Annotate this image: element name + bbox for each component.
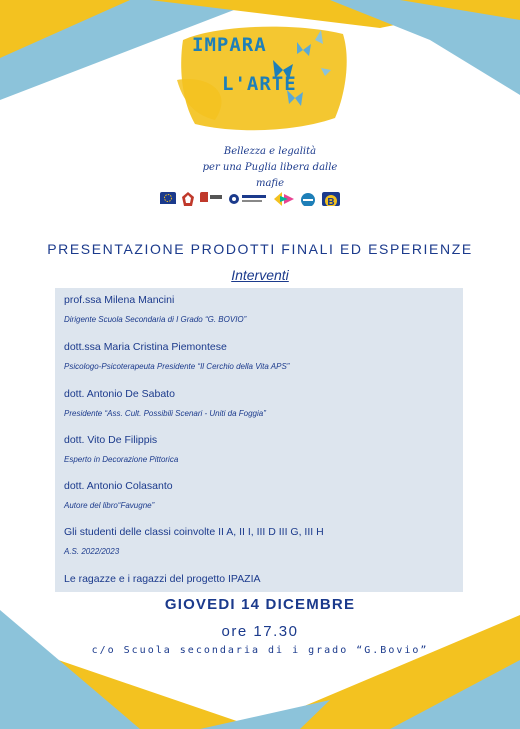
speaker-role: Dirigente Scuola Secondaria di I Grado “G. BOVIO”: [64, 315, 247, 324]
speaker-role: Esperto in Decorazione Pittorica: [64, 455, 179, 464]
italy-emblem-icon: [182, 192, 194, 206]
page-title: PRESENTAZIONE PRODOTTI FINALI ED ESPERIENZE: [47, 241, 473, 257]
speaker-item: [64, 341, 289, 371]
tagline-line2: per una Puglia libera dalle mafie: [202, 162, 338, 189]
speaker-role: A.S. 2022/2023: [64, 547, 120, 556]
speaker-name: dott. Antonio Colasanto: [64, 480, 173, 492]
speaker-item: [64, 526, 324, 556]
speaker-role: Psicologo-Psicoterapeuta Presidente “Il Cerchio della Vita APS”: [64, 362, 290, 371]
b-logo-icon: [322, 192, 340, 206]
colorful-logo-icon: [274, 192, 294, 206]
speaker-role: Autore del libro“Favugne”: [64, 501, 155, 510]
speaker-name: prof.ssa Milena Mancini: [64, 294, 175, 306]
speaker-item: [64, 573, 261, 585]
section-subtitle: Interventi: [231, 267, 289, 283]
event-venue: c/o Scuola secondaria di i grado “G.Bovio”: [91, 645, 429, 656]
brand-title-line1: IMPARA: [192, 34, 267, 56]
regione-puglia-icon: [200, 192, 222, 206]
puglia-logo-icon: [228, 192, 268, 206]
speaker-item: [64, 480, 173, 510]
speaker-name: Gli studenti delle classi coinvolte II A, II I, III D III G, III H: [64, 526, 324, 538]
event-time: ore 17.30: [221, 623, 299, 640]
speaker-role: Presidente “Ass. Cult. Possibili Scenari - Uniti da Foggia”: [64, 409, 266, 418]
round-logo-icon: [300, 192, 316, 206]
svg-text:B: B: [327, 197, 335, 206]
speaker-name: dott. Antonio De Sabato: [64, 388, 175, 400]
speaker-name: dott.ssa Maria Cristina Piemontese: [64, 341, 227, 353]
tagline-line1: Bellezza e legalità: [223, 146, 317, 157]
tagline: [190, 144, 350, 192]
partner-logos: [160, 192, 340, 206]
speaker-item: [64, 434, 178, 464]
speaker-item: [64, 294, 246, 324]
eu-flag-icon: [160, 192, 176, 206]
speaker-item: [64, 388, 266, 418]
speaker-name: Le ragazze e i ragazzi del progetto IPAZIA: [64, 573, 261, 585]
brand-title-line2: L'ARTE: [222, 73, 297, 95]
event-date: GIOVEDI 14 DICEMBRE: [164, 596, 356, 613]
speaker-name: dott. Vito De Filippis: [64, 434, 158, 446]
